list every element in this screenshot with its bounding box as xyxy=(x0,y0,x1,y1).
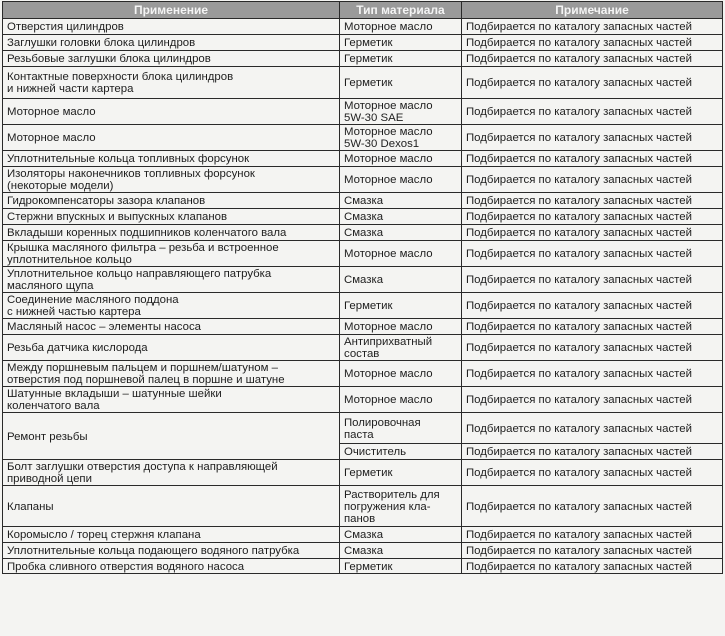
header-note: Примечание xyxy=(462,2,723,19)
note-cell: Подбирается по каталогу запасных частей xyxy=(462,527,723,543)
table-row xyxy=(3,99,723,125)
application-cell: Гидрокомпенсаторы зазора клапанов xyxy=(3,193,340,209)
table-row xyxy=(3,335,723,361)
table-row xyxy=(3,125,723,151)
material-cell: Герметик xyxy=(340,559,462,574)
note-cell: Подбирается по каталогу запасных частей xyxy=(462,486,723,527)
application-cell: Моторное масло xyxy=(3,99,340,125)
table-row xyxy=(3,460,723,486)
table-row xyxy=(3,527,723,543)
table-row xyxy=(3,241,723,267)
table-row xyxy=(3,293,723,319)
note-cell: Подбирается по каталогу запасных частей xyxy=(462,293,723,319)
note-cell: Подбирается по каталогу запасных частей xyxy=(462,35,723,51)
application-cell: Контактные поверхности блока цилиндров и нижней части картера xyxy=(3,67,340,99)
application-cell: Коромысло / торец стержня клапана xyxy=(3,527,340,543)
note-cell: Подбирается по каталогу запасных частей xyxy=(462,460,723,486)
material-cell: Смазка xyxy=(340,209,462,225)
application-cell: Соединение масляного поддона с нижней частью картера xyxy=(3,293,340,319)
application-cell: Масляный насос – элементы насоса xyxy=(3,319,340,335)
material-cell: Смазка xyxy=(340,527,462,543)
note-cell: Подбирается по каталогу запасных частей xyxy=(462,319,723,335)
application-cell: Отверстия цилиндров xyxy=(3,19,340,35)
note-cell: Подбирается по каталогу запасных частей xyxy=(462,67,723,99)
material-cell: Антиприхватный состав xyxy=(340,335,462,361)
note-cell: Подбирается по каталогу запасных частей xyxy=(462,241,723,267)
application-cell: Крышка масляного фильтра – резьба и встроенное уплотнительное кольцо xyxy=(3,241,340,267)
note-cell: Подбирается по каталогу запасных частей xyxy=(462,193,723,209)
note-cell: Подбирается по каталогу запасных частей xyxy=(462,444,723,460)
material-cell: Моторное масло xyxy=(340,167,462,193)
table-row xyxy=(3,209,723,225)
material-cell: Смазка xyxy=(340,543,462,559)
application-cell: Уплотнительные кольца подающего водяного патрубка xyxy=(3,543,340,559)
application-cell: Болт заглушки отверстия доступа к направляющей приводной цепи xyxy=(3,460,340,486)
application-cell: Резьба датчика кислорода xyxy=(3,335,340,361)
material-cell: Герметик xyxy=(340,67,462,99)
material-cell: Полировочная паста xyxy=(340,413,462,444)
material-cell: Герметик xyxy=(340,35,462,51)
application-cell: Вкладыши коренных подшипников коленчатого вала xyxy=(3,225,340,241)
header-application: Применение xyxy=(3,2,340,19)
table-row xyxy=(3,225,723,241)
note-cell: Подбирается по каталогу запасных частей xyxy=(462,387,723,413)
material-cell: Моторное масло xyxy=(340,151,462,167)
application-cell: Изоляторы наконечников топливных форсунок (некоторые модели) xyxy=(3,167,340,193)
table-row xyxy=(3,193,723,209)
application-cell: Стержни впускных и выпускных клапанов xyxy=(3,209,340,225)
note-cell: Подбирается по каталогу запасных частей xyxy=(462,361,723,387)
note-cell: Подбирается по каталогу запасных частей xyxy=(462,19,723,35)
table-row xyxy=(3,267,723,293)
table-row xyxy=(3,19,723,35)
table-row xyxy=(3,167,723,193)
material-cell: Смазка xyxy=(340,193,462,209)
application-cell: Пробка сливного отверстия водяного насоса xyxy=(3,559,340,574)
material-cell: Смазка xyxy=(340,225,462,241)
application-cell: Уплотнительные кольца топливных форсунок xyxy=(3,151,340,167)
application-cell: Клапаны xyxy=(3,486,340,527)
table-row xyxy=(3,559,723,574)
material-cell: Растворитель для погружения кла- панов xyxy=(340,486,462,527)
note-cell: Подбирается по каталогу запасных частей xyxy=(462,167,723,193)
header-material-type: Тип материала xyxy=(340,2,462,19)
material-cell: Моторное масло 5W-30 SAE xyxy=(340,99,462,125)
table-row xyxy=(3,543,723,559)
table-row xyxy=(3,67,723,99)
note-cell: Подбирается по каталогу запасных частей xyxy=(462,225,723,241)
note-cell: Подбирается по каталогу запасных частей xyxy=(462,51,723,67)
application-cell: Ремонт резьбы xyxy=(3,413,340,460)
note-cell: Подбирается по каталогу запасных частей xyxy=(462,335,723,361)
application-cell: Уплотнительное кольцо направляющего патрубка масляного щупа xyxy=(3,267,340,293)
note-cell: Подбирается по каталогу запасных частей xyxy=(462,99,723,125)
material-cell: Моторное масло xyxy=(340,387,462,413)
application-cell: Между поршневым пальцем и поршнем/шатуном – отверстия под поршневой палец в поршне и шатуне xyxy=(3,361,340,387)
note-cell: Подбирается по каталогу запасных частей xyxy=(462,125,723,151)
application-cell: Моторное масло xyxy=(3,125,340,151)
material-cell: Моторное масло xyxy=(340,241,462,267)
table-row xyxy=(3,486,723,527)
material-cell: Очиститель xyxy=(340,444,462,460)
material-cell: Моторное масло xyxy=(340,319,462,335)
material-cell: Смазка xyxy=(340,267,462,293)
note-cell: Подбирается по каталогу запасных частей xyxy=(462,267,723,293)
table-row xyxy=(3,387,723,413)
note-cell: Подбирается по каталогу запасных частей xyxy=(462,151,723,167)
material-cell: Моторное масло xyxy=(340,361,462,387)
material-cell: Герметик xyxy=(340,51,462,67)
application-cell: Резьбовые заглушки блока цилиндров xyxy=(3,51,340,67)
material-cell: Моторное масло 5W-30 Dexos1 xyxy=(340,125,462,151)
table-row xyxy=(3,151,723,167)
note-cell: Подбирается по каталогу запасных частей xyxy=(462,559,723,574)
table-row xyxy=(3,51,723,67)
material-cell: Герметик xyxy=(340,460,462,486)
application-cell: Заглушки головки блока цилиндров xyxy=(3,35,340,51)
note-cell: Подбирается по каталогу запасных частей xyxy=(462,413,723,444)
note-cell: Подбирается по каталогу запасных частей xyxy=(462,543,723,559)
material-cell: Моторное масло xyxy=(340,19,462,35)
application-cell: Шатунные вкладыши – шатунные шейки коленчатого вала xyxy=(3,387,340,413)
material-cell: Герметик xyxy=(340,293,462,319)
table-body xyxy=(3,19,723,574)
table-row xyxy=(3,361,723,387)
table-row xyxy=(3,35,723,51)
table-row xyxy=(3,413,723,444)
header-row xyxy=(3,2,723,19)
materials-table xyxy=(2,1,723,574)
table-row xyxy=(3,319,723,335)
note-cell: Подбирается по каталогу запасных частей xyxy=(462,209,723,225)
